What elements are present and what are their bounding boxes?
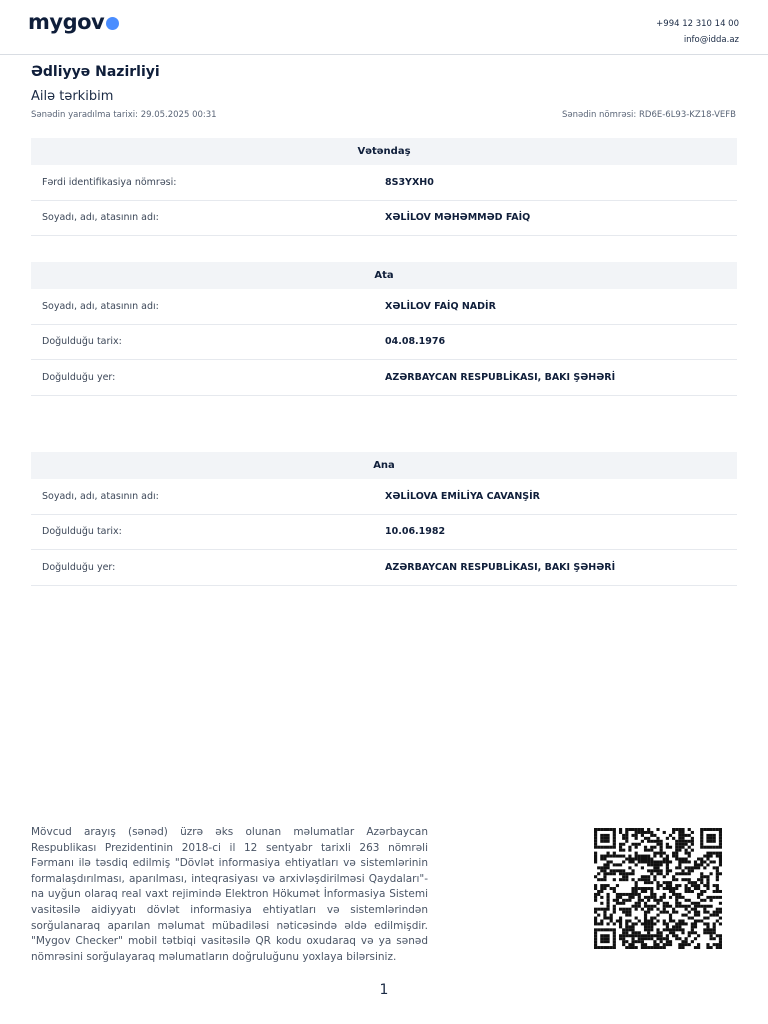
row-label: Doğulduğu tarix: [42,526,122,538]
legal-disclaimer: Mövcud arayış (sənəd) üzrə əks olunan məlumatlar Azərbaycan Respublikası Prezidentinin 2018-ci il 12 sentyabr tarixli 263 nömrəli Fərmanı ilə təsdiq edilmiş "Dövlət informasiya ehtiyatları və sistemlərinin formalaşdırılması, aparılması, inteqrasiyası və arxivləşdirilməsi Qaydaları"-na uyğun olaraq real vaxt rejimində Elektron Hökumət İnformasiya Sistemi vasitəsilə aidiyyatı dövlət informasiya ehtiyatları və sistemlərindən sorğulanaraq aparılan məlumat mübadiləsi nəticəsində əldə edilmişdir. "Mygov Checker" mobil tətbiqi vasitəsilə QR kodu oxudaraq və ya sənəd nömrəsini sorğulayaraq məlumatların doğruluğunu yoxlaya bilərsiniz. [31,826,428,963]
document-created-date: Sənədin yaradılma tarixi: 29.05.2025 00:31 [31,110,217,120]
table-row [31,515,737,551]
table-row [31,325,737,361]
section-citizen-title: Vətəndaş [31,138,737,165]
row-label: Soyadı, adı, atasının adı: [42,490,159,502]
row-value: AZƏRBAYCAN RESPUBLİKASI, BAKI ŞƏHƏRİ [385,561,616,573]
table-row [31,201,737,237]
row-value: AZƏRBAYCAN RESPUBLİKASI, BAKI ŞƏHƏRİ [385,371,616,383]
contact-info [656,16,739,48]
table-row [31,479,737,515]
mygov-logo [28,10,119,34]
table-row [31,550,737,586]
qr-code-icon [594,828,722,949]
logo-text: mygov [28,10,105,34]
section-mother [31,452,737,586]
row-value: 10.06.1982 [385,526,446,538]
section-father-title: Ata [31,262,737,289]
row-label: Doğulduğu yer: [42,371,116,383]
row-label: Doğulduğu tarix: [42,336,122,348]
row-value: 8S3YXH0 [385,176,434,188]
ministry-name: Ədliyyə Nazirliyi [31,64,160,80]
row-label: Soyadı, adı, atasının adı: [42,300,159,312]
section-father [31,262,737,396]
table-row [31,165,737,201]
page-header [0,0,768,55]
document-title: Ailə tərkibim [31,89,114,104]
row-label: Doğulduğu yer: [42,561,116,573]
logo-dot-icon [106,17,119,30]
section-citizen [31,138,737,236]
contact-phone: +994 12 310 14 00 [656,19,739,29]
document-number: Sənədin nömrəsi: RD6E-6L93-KZ18-VEFB [561,110,736,120]
row-label: Fərdi identifikasiya nömrəsi: [42,176,177,188]
row-value: 04.08.1976 [385,336,446,348]
row-value: XƏLİLOV MƏHƏMMƏD FAİQ [385,212,531,224]
page-number: 1 [379,982,389,998]
table-row [31,289,737,325]
row-value: XƏLİLOV FAİQ NADİR [385,300,496,312]
row-label: Soyadı, adı, atasının adı: [42,212,159,224]
section-mother-title: Ana [31,452,737,479]
row-value: XƏLİLOVA EMİLİYA CAVANŞİR [385,490,540,502]
contact-email: info@idda.az [683,35,739,45]
table-row [31,360,737,396]
